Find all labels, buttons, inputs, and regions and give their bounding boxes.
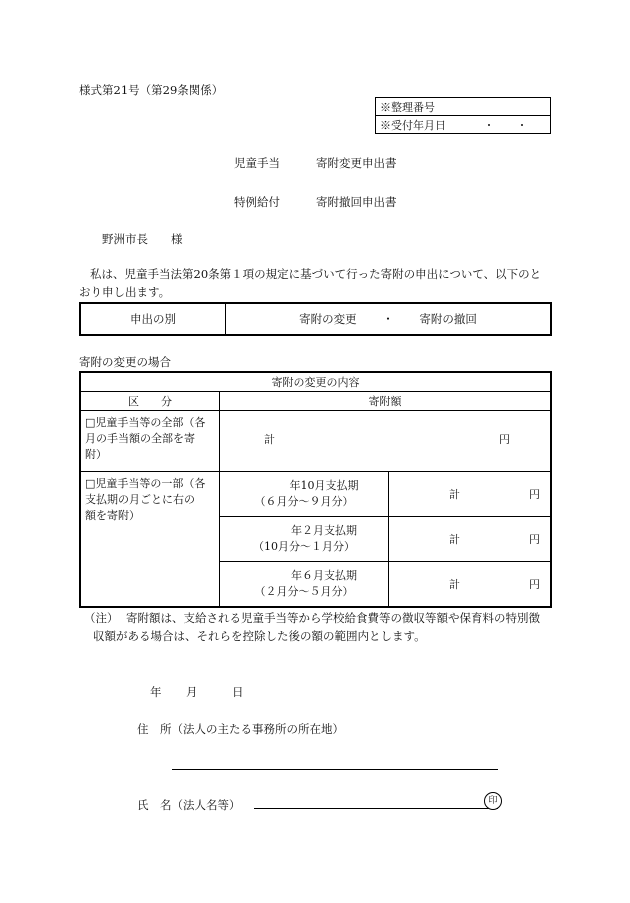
option-all-line2: 月の手当額の全部を寄 <box>85 432 195 445</box>
option-change[interactable]: 寄附の変更 <box>299 312 357 326</box>
reference-number-cell: ※整理番号 <box>376 98 551 116</box>
period-oct-months: （６月分～９月分） <box>254 495 354 508</box>
period-feb <box>220 517 389 562</box>
name-label: 氏 名（法人名等） <box>137 798 241 812</box>
option-all-cell[interactable] <box>80 411 220 472</box>
note-label: （注） <box>84 611 119 625</box>
total-kei: 計 <box>264 433 275 446</box>
seal-mark: 印 <box>484 792 502 810</box>
period-oct <box>220 472 389 517</box>
name-input-line[interactable] <box>254 808 498 809</box>
request-type-table <box>79 302 552 336</box>
request-type-label: 申出の別 <box>80 303 226 335</box>
receipt-date-dots: ・ ・ <box>483 118 528 132</box>
title-special-benefit: 特例給付 <box>234 195 280 209</box>
statement-line1: 私は、児童手当法第20条第１項の規定に基づいて行った寄附の申出について、以下のと <box>90 267 542 281</box>
period-oct-kei: 計 <box>449 488 460 501</box>
reference-box <box>375 97 551 134</box>
addressee: 野洲市長 様 <box>102 232 183 246</box>
period-jun-kei: 計 <box>449 578 460 591</box>
period-jun-amount[interactable] <box>389 562 552 608</box>
address-label: 住 所（法人の主たる事務所の所在地） <box>137 722 344 736</box>
date-year: 年 <box>150 685 162 699</box>
form-number: 様式第21号（第29条関係） <box>79 83 224 97</box>
option-partial-cell[interactable] <box>80 472 220 608</box>
option-all-line3: 附） <box>85 448 107 461</box>
total-amount-field[interactable] <box>220 411 552 472</box>
statement-line2: おり申し出ます。 <box>79 285 171 299</box>
change-section-heading: 寄附の変更の場合 <box>79 355 171 369</box>
period-feb-name: 年２月支払期 <box>291 524 357 537</box>
address-input-line[interactable] <box>172 769 498 770</box>
change-content-table <box>79 371 552 608</box>
date-month: 月 <box>186 685 198 699</box>
note-line1: 寄附額は、支給される児童手当等から学校給食費等の徴収等額や保育料の特別徴 <box>126 611 540 625</box>
period-feb-kei: 計 <box>449 533 460 546</box>
period-feb-yen: 円 <box>529 533 540 546</box>
period-feb-months: （10月分～１月分） <box>253 540 355 553</box>
option-all-line1: □児童手当等の全部（各 <box>85 416 206 429</box>
note-line2: 収額がある場合は、それらを控除した後の額の範囲内とします。 <box>93 629 426 643</box>
receipt-date-label: ※受付年月日 <box>380 118 446 132</box>
period-jun <box>220 562 389 608</box>
period-jun-name: 年６月支払期 <box>291 569 357 582</box>
total-yen: 円 <box>499 433 510 446</box>
change-table-title: 寄附の変更の内容 <box>80 372 551 392</box>
request-type-options <box>226 303 552 335</box>
title-child-allowance: 児童手当 <box>234 156 280 170</box>
title-change-form: 寄附変更申出書 <box>316 156 397 170</box>
option-partial-line2: 支払期の月ごとに右の <box>85 493 195 506</box>
period-oct-name: 年10月支払期 <box>289 479 359 492</box>
option-separator: ・ <box>382 312 394 326</box>
period-oct-yen: 円 <box>529 488 540 501</box>
option-partial-line3: 額を寄附） <box>85 509 140 522</box>
period-jun-yen: 円 <box>529 578 540 591</box>
column-category: 区 分 <box>80 392 220 411</box>
date-day: 日 <box>232 685 244 699</box>
period-feb-amount[interactable] <box>389 517 552 562</box>
period-oct-amount[interactable] <box>389 472 552 517</box>
option-partial-line1: □児童手当等の一部（各 <box>85 477 206 490</box>
receipt-date-cell <box>376 116 551 134</box>
option-withdraw[interactable]: 寄附の撤回 <box>419 312 477 326</box>
period-jun-months: （２月分～５月分） <box>254 585 354 598</box>
title-withdraw-form: 寄附撤回申出書 <box>316 195 397 209</box>
column-amount: 寄附額 <box>220 392 552 411</box>
